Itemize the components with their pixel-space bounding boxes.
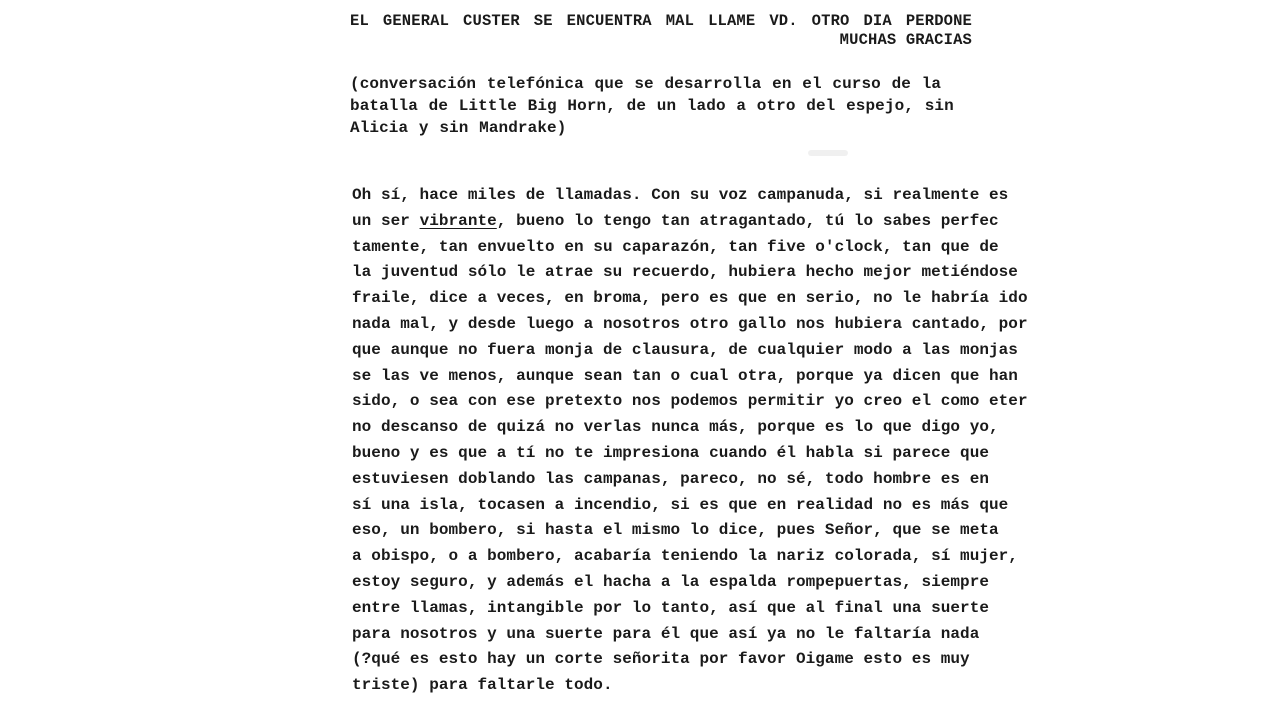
body-line-5: fraile, dice a veces, en broma, pero es que en serio, no le habría ido	[352, 289, 1028, 308]
body-line-3: tamente, tan envuelto en su caparazón, tan five o'clock, tan que de	[352, 237, 999, 256]
body-line-19: (?qué es esto hay un corte señorita por favor Oigame esto es muy	[352, 650, 970, 669]
body-line-14: eso, un bombero, si hasta el mismo lo dice, pues Señor, que se meta	[352, 521, 999, 540]
body-line-15: a obispo, o a bombero, acabaría teniendo la nariz colorada, sí mujer,	[352, 547, 1018, 566]
body-line-1: Oh sí, hace miles de llamadas. Con su voz campanuda, si realmente es	[352, 186, 1009, 204]
document-subtitle: (conversación telefónica que se desarrolla en el curso de la batalla de Little Big Horn, de un lado a otro del espejo, sin Alicia y sin Mandrake)	[350, 75, 954, 137]
body-line-2-rest: , bueno lo tengo tan atragantado, tú lo sabes perfec	[496, 211, 999, 230]
body-line-20: triste) para faltarle todo.	[352, 676, 613, 695]
body-line-13: sí una isla, tocasen a incendio, si es que en realidad no es más que	[352, 495, 1009, 514]
body-line-4: la juventud sólo le atrae su recuerdo, hubiera hecho mejor metiéndose	[352, 263, 1018, 282]
body-line-11: bueno y es que a tí no te impresiona cuando él habla si parece que	[352, 443, 990, 462]
body-line-10: no descanso de quizá no verlas nunca más, porque es lo que digo yo,	[352, 418, 999, 437]
document-title: EL GENERAL CUSTER SE ENCUENTRA MAL LLAME VD. OTRO DIA PERDONE MUCHAS GRACIAS	[350, 12, 972, 49]
body-line-2	[352, 209, 999, 235]
underlined-word: vibrante	[419, 211, 497, 230]
body-line-6: nada mal, y desde luego a nosotros otro gallo nos hubiera cantado, por	[352, 314, 1028, 333]
body-line-12: estuviesen doblando las campanas, pareco, no sé, todo hombre es en	[352, 469, 990, 488]
ink-smudge	[808, 150, 848, 156]
body-line-9: sido, o sea con ese pretexto nos podemos permitir yo creo el como eter	[352, 392, 1028, 411]
body-line-17: entre llamas, intangible por lo tanto, así que al final una suerte	[352, 598, 990, 617]
body-line-18: para nosotros y una suerte para él que así ya no le faltaría nada	[352, 624, 980, 643]
body-line-16: estoy seguro, y además el hacha a la espalda rompepuertas, siempre	[352, 572, 990, 591]
body-line-8: se las ve menos, aunque sean tan o cual otra, porque ya dicen que han	[352, 366, 1018, 385]
body-line-2-prefix: un ser	[352, 211, 420, 230]
body-line-7: que aunque no fuera monja de clausura, de cualquier modo a las monjas	[352, 340, 1018, 359]
body-text	[352, 183, 1028, 699]
